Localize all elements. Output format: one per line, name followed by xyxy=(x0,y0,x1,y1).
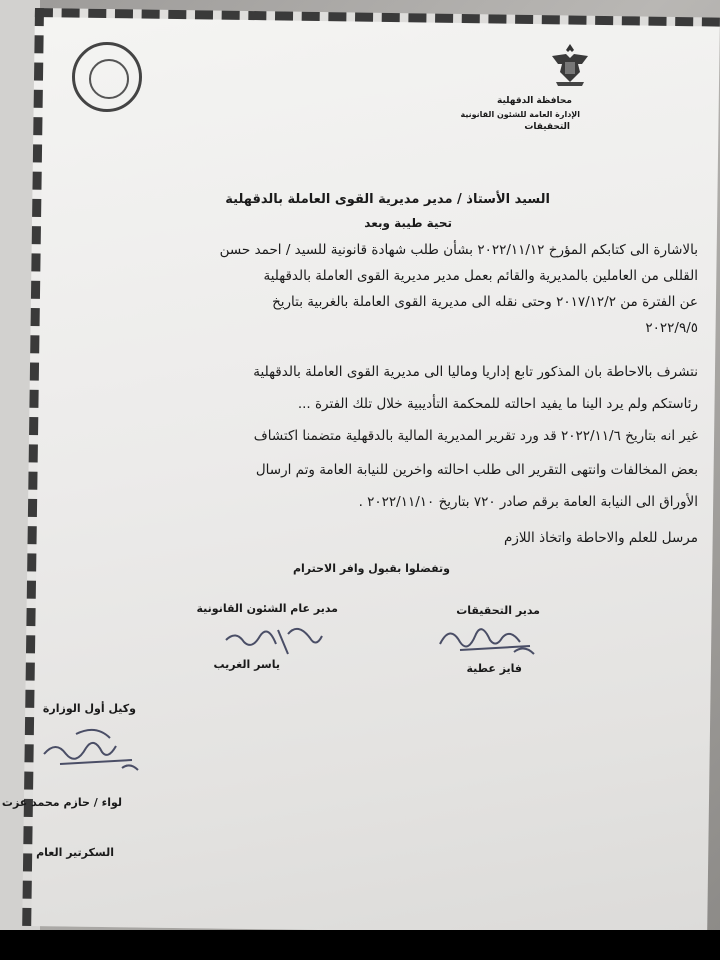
body-line: رئاستكم ولم يرد الينا ما يفيد احالته للمحكمة التأديبية خلال تلك الفترة ... xyxy=(297,396,698,412)
body-line: الأوراق الى النيابة العامة برقم صادر ٧٢٠ بتاريخ ٢٠٢٢/١١/١٠ . xyxy=(358,494,698,510)
addressee: السيد الأستاذ / مدير مديرية القوى العاملة بالدقهلية xyxy=(225,192,550,207)
header-department: الإدارة العامة للشئون القانونية xyxy=(460,110,580,119)
header-governorate: محافظة الدقهلية xyxy=(497,96,572,106)
signature-title-deputy: وكيل أول الوزارة xyxy=(42,702,136,715)
eagle-emblem-icon xyxy=(548,42,592,88)
body-line: نتشرف بالاحاطة بان المذكور تابع إداريا وماليا الى مديرية القوى العاملة بالدقهلية xyxy=(253,364,698,380)
signature-name-legal: ياسر الغريب xyxy=(213,658,280,671)
body-line: عن الفترة من ٢٠١٧/١٢/٢ وحتى نقله الى مديرية القوى العاملة بالغربية بتاريخ xyxy=(272,294,698,310)
body-line: مرسل للعلم والاحاطة واتخاذ اللازم xyxy=(503,530,698,546)
signature-name-deputy: لواء / حازم محمد عزت xyxy=(1,796,122,809)
signature-name-investigations: فايز عطية xyxy=(466,662,522,675)
ministry-seal-icon xyxy=(72,42,142,112)
bottom-bar xyxy=(0,930,720,960)
body-line: بالاشارة الى كتابكم المؤرخ ٢٠٢٢/١١/١٢ بشأن طلب شهادة قانونية للسيد / احمد حسن xyxy=(219,242,698,258)
signature-deputy-icon xyxy=(36,720,146,780)
signature-title-legal: مدير عام الشئون القانونية xyxy=(196,602,338,615)
signature-role-deputy: السكرتير العام xyxy=(36,846,114,859)
signature-legal-icon xyxy=(218,614,328,664)
closing: وتفضلوا بقبول وافر الاحترام xyxy=(292,562,450,575)
body-line: ٢٠٢٢/٩/٥ xyxy=(645,320,698,336)
body-line: القللى من العاملين بالمديرية والقائم بعمل مدير مديرية القوى العاملة بالدقهلية xyxy=(263,268,698,284)
body-line: بعض المخالفات وانتهى التقرير الى طلب احالته واخرين للنيابة العامة وتم ارسال xyxy=(255,462,698,478)
greeting: تحية طيبة وبعد xyxy=(364,216,452,230)
signature-title-investigations: مدير التحقيقات xyxy=(456,604,540,617)
body-line: غير انه بتاريخ ٢٠٢٢/١١/٦ قد ورد تقرير المديرية المالية بالدقهلية متضمنا اكتشاف xyxy=(253,428,698,444)
header-section: التحقيقات xyxy=(524,122,570,132)
signature-investigations-icon xyxy=(430,614,550,664)
